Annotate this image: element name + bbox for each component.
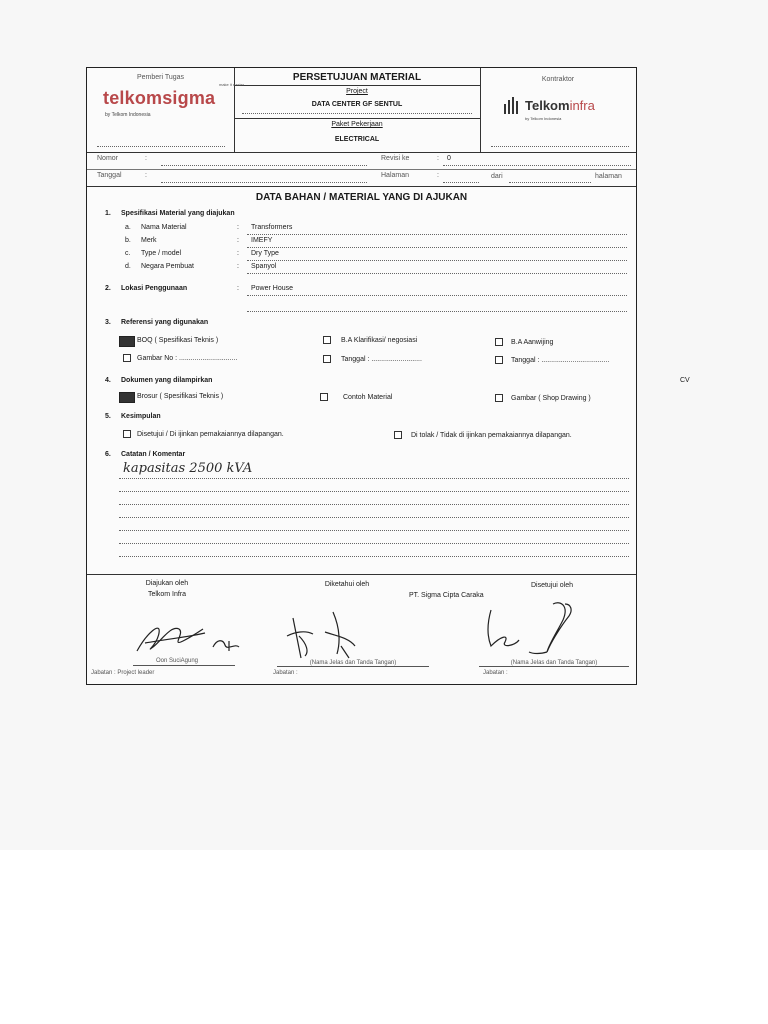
sig-col2-role: Jabatan : — [273, 670, 298, 676]
s1-row-c-line — [247, 260, 627, 261]
client-logo-tagline: make it easier — [219, 82, 244, 87]
comment-line-5 — [119, 530, 629, 531]
contractor-logo-subtitle: by Telkom Indonesia — [525, 116, 562, 121]
gambar-no-checkbox[interactable] — [123, 354, 131, 362]
tanggal-label: Tanggal — [97, 172, 122, 179]
sig-col3-role: Jabatan : — [483, 670, 508, 676]
sig-col2-line — [277, 666, 429, 667]
s6-title: Catatan / Komentar — [121, 451, 186, 458]
contractor-signature-line — [491, 146, 629, 147]
ba-klarifikasi-checkbox[interactable] — [323, 336, 331, 344]
s1-row-b-line — [247, 247, 627, 248]
s1-row-a-colon: : — [237, 224, 239, 231]
total-halaman-field[interactable] — [509, 182, 591, 183]
s1-row-d-key: d. — [125, 263, 131, 270]
comment-line-6 — [119, 543, 629, 544]
s3-number: 3. — [105, 319, 111, 326]
telkominfra-logo-mark-icon — [503, 96, 523, 116]
tanggal-ref2-checkbox[interactable] — [495, 356, 503, 364]
section-title: DATA BAHAN / MATERIAL YANG DI AJUKAN — [255, 192, 468, 203]
approve-checkbox[interactable] — [123, 430, 131, 438]
package-value: ELECTRICAL — [334, 136, 380, 143]
comment-line-1 — [119, 478, 629, 479]
reject-label: Di tolak / Tidak di ijinkan pemakaiannya dilapangan. — [411, 432, 572, 439]
halaman-label: Halaman — [381, 172, 410, 179]
contoh-material-label: Contoh Material — [343, 394, 393, 401]
s2-title: Lokasi Penggunaan — [121, 285, 188, 292]
telkominfra-logo — [525, 98, 595, 113]
brosur-checkbox[interactable] — [119, 392, 135, 403]
comment-line-2 — [119, 491, 629, 492]
margin-note: CV — [680, 377, 690, 384]
revisi-label: Revisi ke — [381, 155, 410, 162]
s2-line-1 — [247, 295, 627, 296]
comment-line-7 — [119, 556, 629, 557]
ba-aanwijing-checkbox[interactable] — [495, 338, 503, 346]
s1-row-c-colon: : — [237, 250, 239, 257]
s5-title: Kesimpulan — [121, 413, 161, 420]
header-title-rule — [234, 85, 480, 86]
approve-label: Disetujui / Di ijinkan pemakaiannya dilapangan. — [137, 431, 284, 438]
s1-row-b-colon: : — [237, 237, 239, 244]
s1-row-a-line — [247, 234, 627, 235]
nomor-label: Nomor — [97, 155, 119, 162]
s1-row-a-value: Transformers — [251, 224, 293, 231]
gambar-shop-drawing-checkbox[interactable] — [495, 394, 503, 402]
telkominfra-logo-telkom: Telkom — [525, 98, 570, 113]
boq-label: BOQ ( Spesifikasi Teknis ) — [137, 337, 219, 344]
sig-col3-line — [479, 666, 629, 667]
dari-label: dari — [491, 173, 503, 180]
sig-col3-org: PT. Sigma Cipta Caraka — [409, 592, 484, 599]
gambar-shop-drawing-label: Gambar ( Shop Drawing ) — [511, 395, 591, 402]
header-bottom-rule — [87, 152, 636, 153]
s1-row-c-label: Type / model — [141, 250, 182, 257]
tanggal-ref-checkbox[interactable] — [323, 355, 331, 363]
halaman-field[interactable] — [443, 182, 479, 183]
s2-line-2 — [247, 311, 627, 312]
s4-number: 4. — [105, 377, 111, 384]
s2-number: 2. — [105, 285, 111, 292]
client-signature-line — [97, 146, 225, 147]
sig-col1-role: Jabatan : Project leader — [91, 670, 155, 676]
s1-number: 1. — [105, 210, 111, 217]
tanggal-ref-label: Tanggal : .......................... — [341, 356, 422, 363]
s1-row-d-colon: : — [237, 263, 239, 270]
material-approval-form — [86, 67, 637, 685]
meta-row-rule — [87, 169, 636, 170]
gambar-no-label: Gambar No : .............................. — [137, 355, 238, 362]
contractor-label: Kontraktor — [541, 76, 575, 83]
nomor-colon: : — [145, 155, 147, 162]
s1-row-b-key: b. — [125, 237, 131, 244]
ba-klarifikasi-label: B.A Klarifikasi/ negosiasi — [341, 337, 418, 344]
sig-col1-name: Oon SuciAgung — [155, 658, 199, 664]
sig-col1-title: Diajukan oleh — [145, 580, 189, 587]
halaman-suffix: halaman — [595, 173, 622, 180]
signature-witness — [279, 606, 389, 664]
project-dotted-line — [242, 113, 472, 114]
form-title: PERSETUJUAN MATERIAL — [292, 72, 422, 83]
s1-title: Spesifikasi Material yang diajukan — [121, 210, 235, 217]
s1-row-d-label: Negara Pembuat — [141, 263, 194, 270]
s6-number: 6. — [105, 451, 111, 458]
tanggal-ref2-label: Tanggal : ................................... — [511, 357, 610, 364]
s4-title: Dokumen yang dilampirkan — [121, 377, 213, 384]
s1-row-c-key: c. — [125, 250, 131, 257]
signature-area-rule — [87, 574, 636, 575]
boq-checkbox[interactable] — [119, 336, 135, 347]
revisi-value: 0 — [447, 155, 451, 162]
handwritten-comment: kapasitas 2500 kVA — [123, 461, 253, 476]
sig-col3-title: Disetujui oleh — [530, 582, 574, 589]
sig-col3-caption: (Nama Jelas dan Tanda Tangan) — [510, 660, 598, 666]
s2-colon: : — [237, 285, 239, 292]
s1-row-a-label: Nama Material — [141, 224, 187, 231]
tanggal-colon: : — [145, 172, 147, 179]
revisi-field[interactable] — [443, 165, 631, 166]
s1-row-b-label: Merk — [141, 237, 157, 244]
project-value: DATA CENTER GF SENTUL — [311, 101, 403, 108]
s2-value: Power House — [251, 285, 294, 292]
sig-col2-title: Diketahui oleh — [324, 581, 370, 588]
signature-sigma — [475, 596, 605, 662]
sig-col2-caption: (Nama Jelas dan Tanda Tangan) — [309, 660, 397, 666]
telkominfra-logo-infra: infra — [569, 98, 595, 113]
header-project-rule — [234, 118, 480, 119]
halaman-colon: : — [437, 172, 439, 179]
meta-bottom-rule — [87, 186, 636, 187]
s1-row-d-value: Spanyol — [251, 263, 277, 270]
ba-aanwijing-label: B.A Aanwijing — [511, 339, 554, 346]
client-label: Pemberi Tugas — [136, 74, 185, 81]
package-label: Paket Pekerjaan — [331, 121, 383, 128]
signature-telkominfra — [127, 603, 257, 663]
s1-row-a-key: a. — [125, 224, 131, 231]
s5-number: 5. — [105, 413, 111, 420]
contoh-material-checkbox[interactable] — [320, 393, 328, 401]
s3-title: Referensi yang digunakan — [121, 319, 209, 326]
nomor-field[interactable] — [161, 165, 367, 166]
project-label: Project — [346, 88, 368, 95]
comment-line-4 — [119, 517, 629, 518]
revisi-colon: : — [437, 155, 439, 162]
tanggal-field[interactable] — [161, 182, 367, 183]
sig-col1-line — [133, 665, 235, 666]
brosur-label: Brosur ( Spesifikasi Teknis ) — [137, 393, 224, 400]
comment-line-3 — [119, 504, 629, 505]
s1-row-b-value: IMEFY — [251, 237, 273, 244]
reject-checkbox[interactable] — [394, 431, 402, 439]
s1-row-c-value: Dry Type — [251, 250, 279, 257]
client-logo-subtitle: by Telkom Indonesia — [105, 112, 151, 118]
sig-col1-org: Telkom Infra — [147, 591, 187, 598]
telkomsigma-logo: telkomsigma — [103, 88, 216, 108]
s1-row-d-line — [247, 273, 627, 274]
